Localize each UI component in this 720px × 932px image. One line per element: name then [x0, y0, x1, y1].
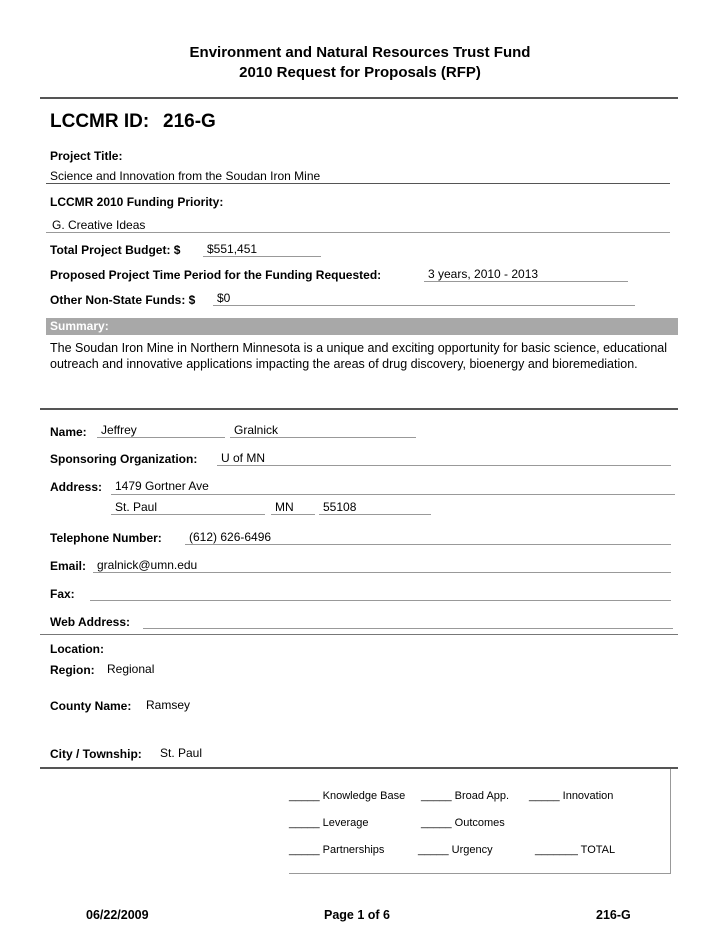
city-value: St. Paul: [115, 500, 158, 514]
region-label: Region:: [50, 663, 95, 677]
project-title-value: Science and Innovation from the Soudan Iron Mine: [50, 169, 321, 183]
email-label: Email:: [50, 559, 87, 573]
non-state-funds-label: Other Non-State Funds: $: [50, 293, 196, 307]
score-partnerships: _____ Partnerships: [289, 844, 385, 856]
first-name-value: Jeffrey: [101, 423, 137, 437]
non-state-funds-value: $0: [217, 291, 231, 305]
county-value: Ramsey: [146, 698, 191, 712]
last-name-value: Gralnick: [234, 423, 279, 437]
budget-label: Total Project Budget: $: [50, 243, 181, 257]
header-subtitle: 2010 Request for Proposals (RFP): [239, 64, 481, 81]
region-value: Regional: [107, 662, 155, 676]
score-leverage: _____ Leverage: [289, 817, 369, 829]
time-period-value: 3 years, 2010 - 2013: [428, 267, 539, 281]
sponsoring-org-label: Sponsoring Organization:: [50, 452, 198, 466]
time-period-label: Proposed Project Time Period for the Funding Requested:: [50, 268, 382, 282]
lccmr-id-label: LCCMR ID:: [50, 111, 150, 132]
county-label: County Name:: [50, 699, 132, 713]
score-innovation: _____ Innovation: [529, 790, 614, 802]
fax-label: Fax:: [50, 587, 75, 601]
score-urgency: _____ Urgency: [418, 844, 493, 856]
name-label: Name:: [50, 425, 87, 439]
street-value: 1479 Gortner Ave: [115, 479, 209, 493]
sponsoring-org-value: U of MN: [221, 451, 266, 465]
city-township-value: St. Paul: [160, 746, 203, 760]
telephone-value: (612) 626-6496: [189, 530, 272, 544]
city-township-label: City / Township:: [50, 747, 142, 761]
footer-page: Page 1 of 6: [324, 908, 390, 922]
footer-id: 216-G: [596, 908, 631, 922]
score-outcomes: _____ Outcomes: [421, 817, 505, 829]
web-address-label: Web Address:: [50, 615, 131, 629]
divider: [40, 767, 678, 769]
funding-priority-label: LCCMR 2010 Funding Priority:: [50, 195, 224, 209]
email-value: gralnick@umn.edu: [97, 558, 198, 572]
divider: [40, 634, 678, 635]
score-broad-app: _____ Broad App.: [421, 790, 510, 802]
budget-value: $551,451: [207, 242, 258, 256]
summary-label: Summary:: [50, 319, 109, 333]
header-title: Environment and Natural Resources Trust Fund: [189, 44, 531, 61]
score-knowledge-base: _____ Knowledge Base: [289, 790, 406, 802]
state-value: MN: [275, 500, 294, 514]
location-label: Location:: [50, 642, 104, 656]
summary-header: [46, 318, 678, 335]
address-label: Address:: [50, 480, 103, 494]
summary-text: The Soudan Iron Mine in Northern Minnesota is a unique and exciting opportunity for basic science, educational outreach and innovative applications impacting the areas of drug discovery, bioenergy and bioremediation.: [50, 341, 668, 371]
divider: [40, 408, 678, 410]
score-total: _______ TOTAL: [535, 844, 616, 856]
scoring-box-border: [670, 769, 671, 873]
funding-priority-value: G. Creative Ideas: [52, 218, 146, 232]
divider: [40, 97, 678, 99]
lccmr-id-value: 216-G: [163, 111, 216, 132]
footer-date: 06/22/2009: [86, 908, 149, 922]
scoring-box-border: [289, 873, 671, 874]
project-title-label: Project Title:: [50, 149, 123, 163]
zip-value: 55108: [323, 500, 357, 514]
telephone-label: Telephone Number:: [50, 531, 162, 545]
